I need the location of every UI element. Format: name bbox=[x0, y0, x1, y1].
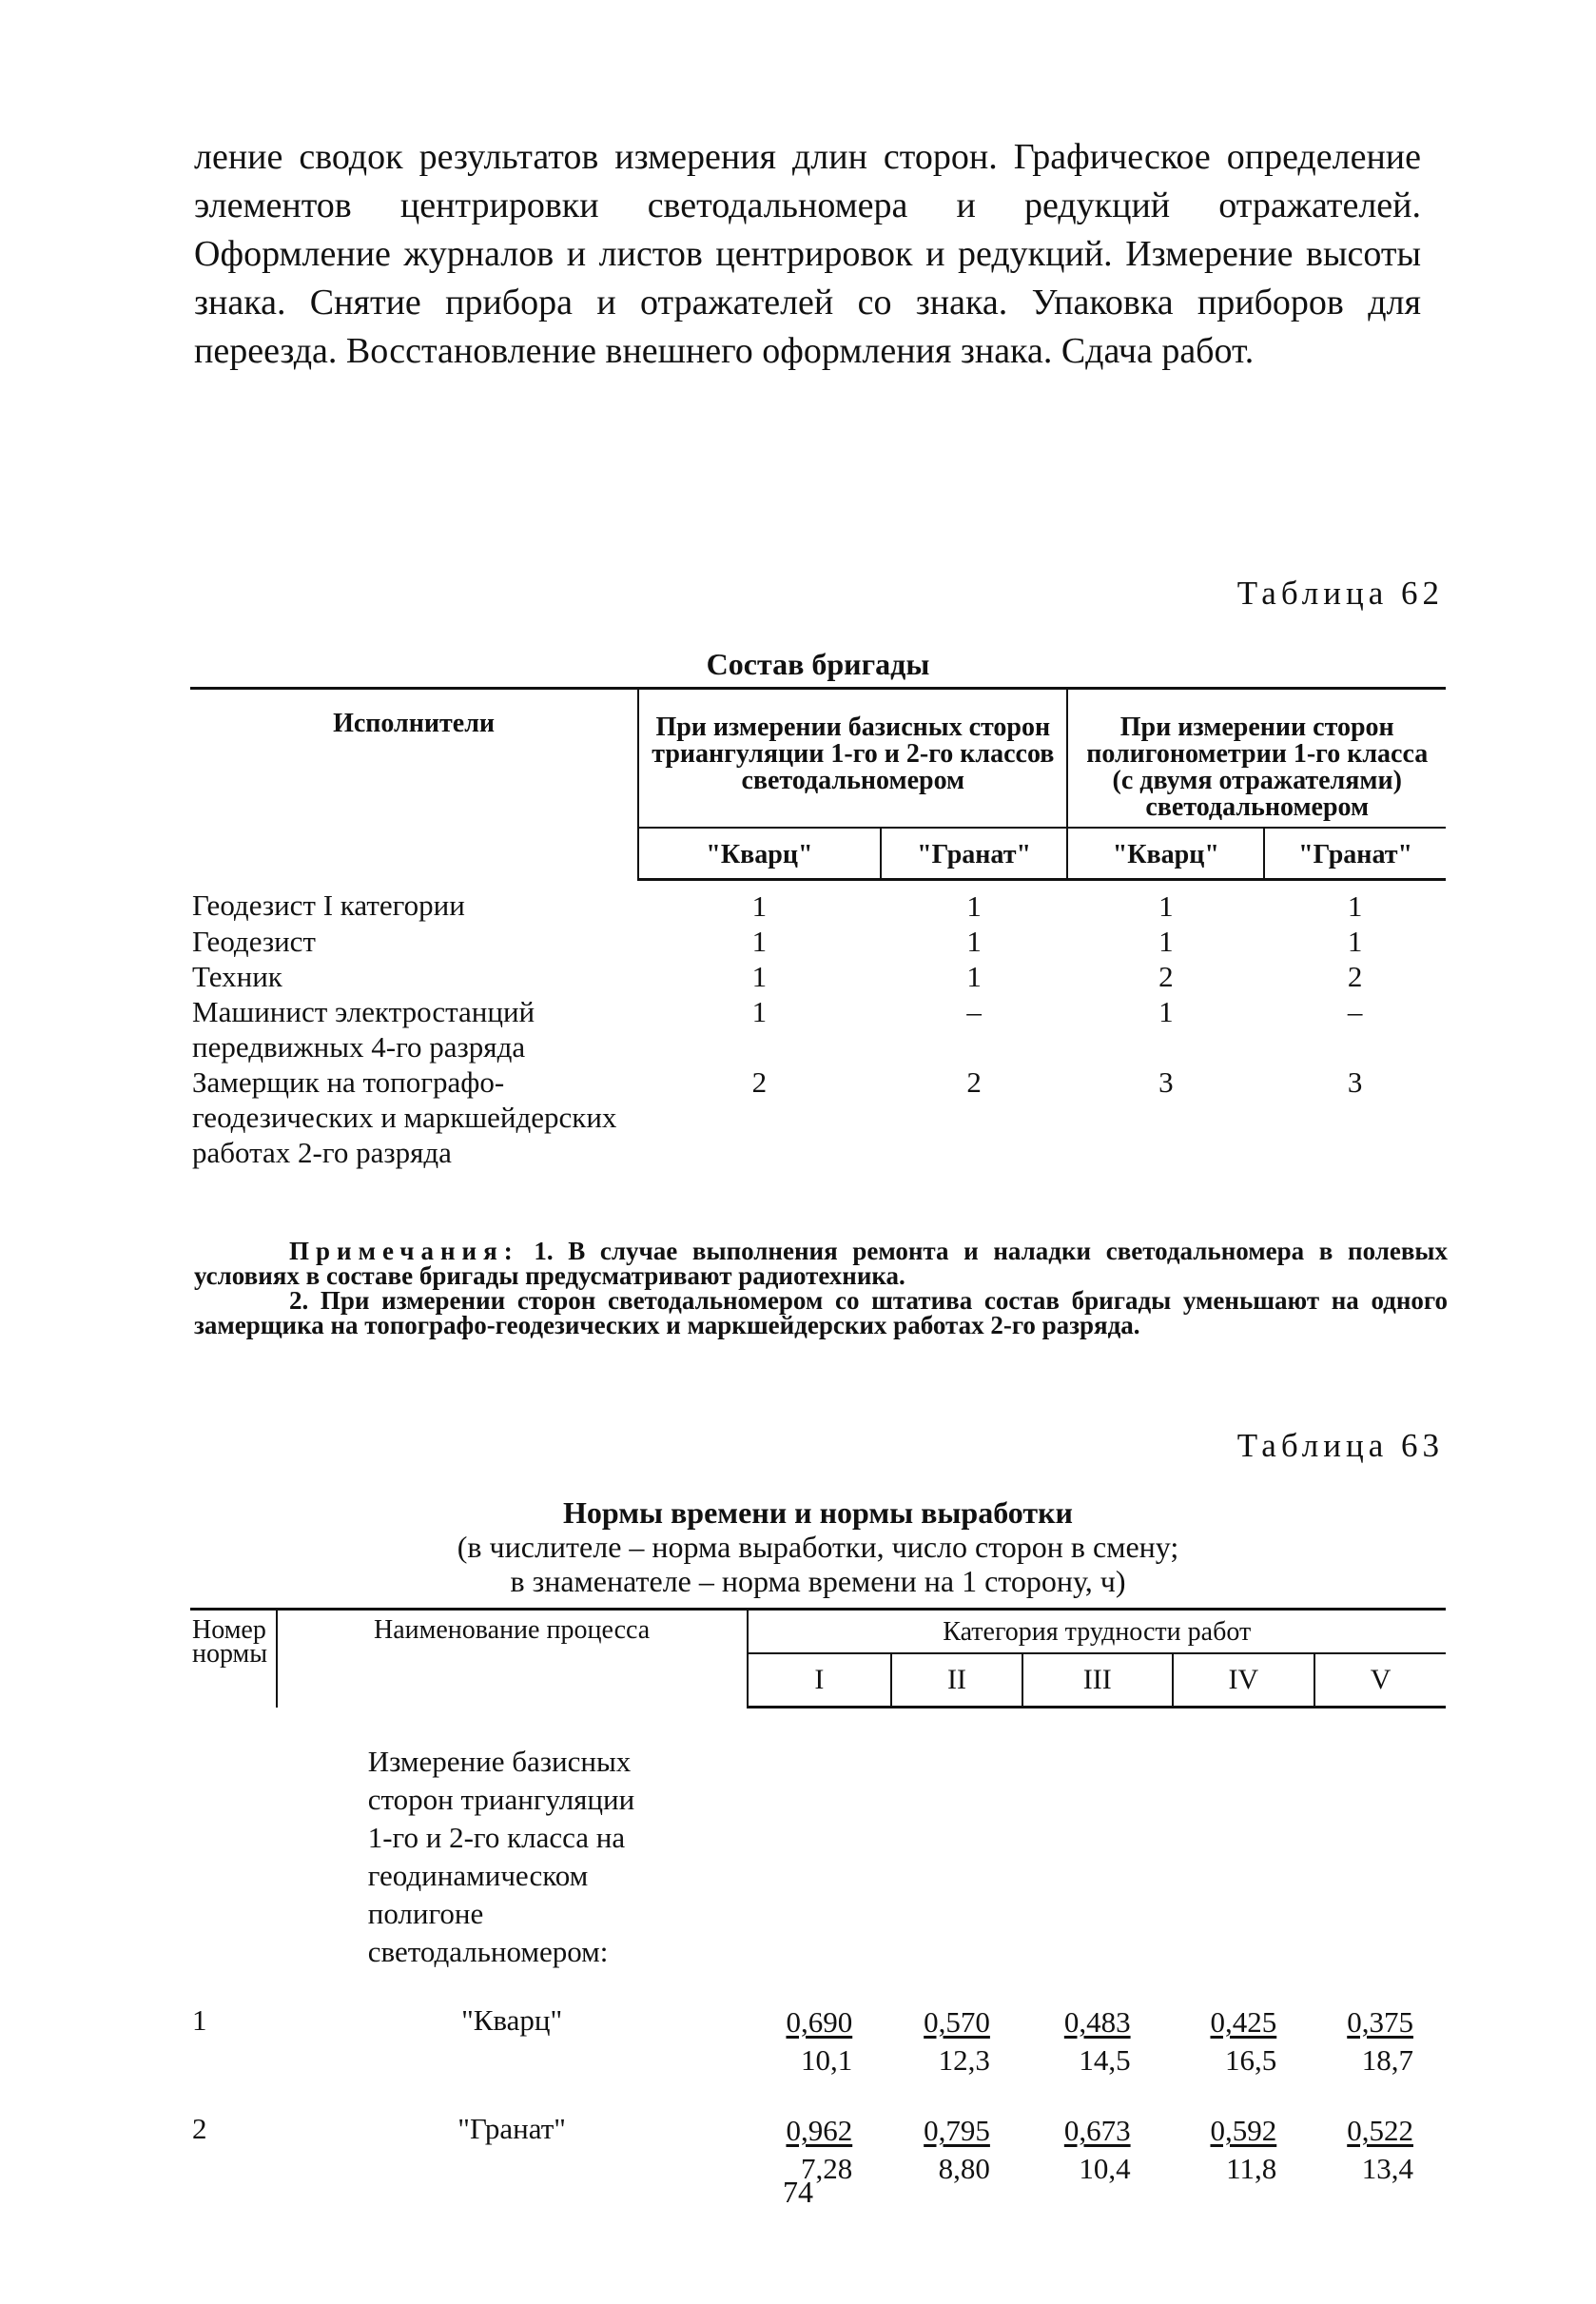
value-cell: 2 bbox=[966, 1065, 982, 1099]
row-number: 2 bbox=[192, 2112, 207, 2145]
table62-notes bbox=[194, 1239, 1448, 1337]
value-cell: 1 bbox=[1158, 925, 1174, 958]
table63-number: Таблица 63 bbox=[1236, 1427, 1444, 1464]
fraction-cell bbox=[891, 2079, 1022, 2188]
value-cell: 1 bbox=[1158, 995, 1174, 1028]
table-row bbox=[190, 959, 1446, 994]
col-no-header: Номер нормы bbox=[190, 1610, 277, 1708]
value-cell: 1 bbox=[1347, 889, 1363, 923]
note-2: 2. При измерении сторон светодальномером со штатива состав бригады уменьшают на одного замерщика на топографо-геодезических и маркшейдерских работах 2-го разряда. bbox=[194, 1286, 1448, 1339]
note-1 bbox=[194, 1239, 1448, 1288]
category-header: II bbox=[891, 1653, 1022, 1708]
role-cell: Геодезист I категории bbox=[192, 888, 465, 922]
numerator: 0,673 bbox=[1063, 2114, 1131, 2147]
value-cell: 1 bbox=[751, 995, 768, 1028]
subcol-header: "Гранат" bbox=[1264, 828, 1446, 880]
value-cell: – bbox=[1347, 995, 1363, 1028]
group-row bbox=[190, 1708, 1446, 1972]
col-category-header: Категория трудности работ bbox=[748, 1610, 1447, 1654]
table-row bbox=[190, 1064, 1446, 1170]
value-cell: 1 bbox=[966, 925, 982, 958]
table63 bbox=[190, 1608, 1446, 2188]
table62-title: Состав бригады bbox=[706, 647, 930, 681]
value-cell: 1 bbox=[751, 925, 768, 958]
fraction-cell bbox=[1022, 2079, 1173, 2188]
role-cell: Машинист электростанций передвижных 4-го разряда bbox=[192, 995, 535, 1064]
numerator: 0,795 bbox=[924, 2114, 990, 2147]
row-name: "Кварц" bbox=[461, 2003, 563, 2037]
table63-title: Нормы времени и нормы выработки bbox=[563, 1495, 1073, 1530]
subcol-header: "Кварц" bbox=[638, 828, 881, 880]
numerator: 0,425 bbox=[1210, 2005, 1277, 2039]
fraction-cell bbox=[891, 1971, 1022, 2079]
category-header: III bbox=[1022, 1653, 1173, 1708]
fraction-cell bbox=[1173, 2079, 1315, 2188]
page-number: 74 bbox=[783, 2175, 813, 2209]
group2-header: При измерении сторон полигонометрии 1-го класса (с двумя отражателями) светодальномером bbox=[1067, 689, 1446, 829]
value-cell: 2 bbox=[1347, 960, 1363, 993]
fraction-cell bbox=[1173, 1971, 1315, 2079]
fraction-cell bbox=[748, 2079, 892, 2188]
numerator: 0,375 bbox=[1347, 2005, 1413, 2039]
denominator: 8,80 bbox=[938, 2152, 990, 2185]
denominator: 14,5 bbox=[1079, 2043, 1131, 2077]
table63-subtitle-2: в знаменателе – норма времени на 1 сторону, ч) bbox=[510, 1564, 1126, 1598]
numerator: 0,570 bbox=[924, 2005, 990, 2039]
table-row bbox=[190, 880, 1446, 925]
value-cell: 2 bbox=[751, 1065, 768, 1099]
col-name-header: Наименование процесса bbox=[277, 1610, 748, 1708]
fraction-cell bbox=[1314, 1971, 1446, 2079]
denominator: 11,8 bbox=[1226, 2152, 1277, 2185]
table-row bbox=[190, 994, 1446, 1064]
value-cell: 1 bbox=[1158, 889, 1174, 923]
denominator: 10,4 bbox=[1079, 2152, 1131, 2185]
subcol-header: "Кварц" bbox=[1067, 828, 1264, 880]
role-cell: Замерщик на топографо-геодезических и маркшейдерских работах 2-го разряда bbox=[192, 1065, 617, 1169]
value-cell: 1 bbox=[1347, 925, 1363, 958]
value-cell: 1 bbox=[751, 889, 768, 923]
table62 bbox=[190, 687, 1446, 1170]
col-executors-header: Исполнители bbox=[190, 689, 638, 880]
note-1-text: 1. В случае выполнения ремонта и наладки светодальномера в полевых условиях в составе бригады предусматривают радиотехника. bbox=[194, 1237, 1449, 1290]
value-cell: 1 bbox=[751, 960, 768, 993]
numerator: 0,522 bbox=[1347, 2114, 1413, 2147]
intro-paragraph bbox=[194, 133, 1421, 376]
value-cell: 3 bbox=[1158, 1065, 1174, 1099]
fraction-cell bbox=[1022, 1971, 1173, 2079]
denominator: 13,4 bbox=[1361, 2152, 1413, 2185]
numerator: 0,962 bbox=[786, 2114, 853, 2147]
row-name: "Гранат" bbox=[457, 2112, 566, 2145]
notes-label: Примечания: bbox=[289, 1237, 519, 1265]
category-header: V bbox=[1314, 1653, 1446, 1708]
table-row bbox=[190, 2079, 1446, 2188]
table63-subtitle-1: (в числителе – норма выработки, число сторон в смену; bbox=[457, 1530, 1179, 1564]
table-row bbox=[190, 924, 1446, 959]
denominator: 10,1 bbox=[800, 2043, 853, 2077]
role-cell: Геодезист bbox=[192, 925, 316, 958]
denominator: 7,28 bbox=[800, 2152, 853, 2185]
denominator: 18,7 bbox=[1361, 2043, 1413, 2077]
row-number: 1 bbox=[192, 2003, 207, 2037]
table-row bbox=[190, 1971, 1446, 2079]
numerator: 0,690 bbox=[786, 2005, 853, 2039]
group1-header: При измерении базисных сторон триангуляции 1-го и 2-го классов светодальномером bbox=[638, 689, 1067, 829]
numerator: 0,483 bbox=[1063, 2005, 1131, 2039]
value-cell: 1 bbox=[966, 889, 982, 923]
fraction-cell bbox=[1314, 2079, 1446, 2188]
value-cell: 2 bbox=[1158, 960, 1174, 993]
numerator: 0,592 bbox=[1210, 2114, 1277, 2147]
group-text: Измерение базисных сторон триангуляции 1-го и 2-го класса на геодинамическом полигоне светодальномером: bbox=[367, 1745, 635, 1968]
denominator: 16,5 bbox=[1224, 2043, 1277, 2077]
value-cell: 1 bbox=[966, 960, 982, 993]
table63-title-block bbox=[190, 1495, 1446, 1598]
value-cell: 3 bbox=[1347, 1065, 1363, 1099]
table62-number: Таблица 62 bbox=[1236, 575, 1444, 612]
category-header: I bbox=[748, 1653, 892, 1708]
role-cell: Техник bbox=[192, 960, 282, 993]
denominator: 12,3 bbox=[938, 2043, 990, 2077]
subcol-header: "Гранат" bbox=[881, 828, 1068, 880]
category-header: IV bbox=[1173, 1653, 1315, 1708]
value-cell: – bbox=[966, 995, 982, 1028]
fraction-cell bbox=[748, 1971, 892, 2079]
intro-text: ление сводок результатов измерения длин сторон. Графическое определение элементов центрировки светодальномера и редукций отражателей. Оформление журналов и листов центрировок и редукций. Измерение высоты знака. Снятие прибора и отражателей со знака. Упаковка приборов для переезда. Восстановление внешнего оформления знака. Сдача работ. bbox=[194, 137, 1421, 371]
